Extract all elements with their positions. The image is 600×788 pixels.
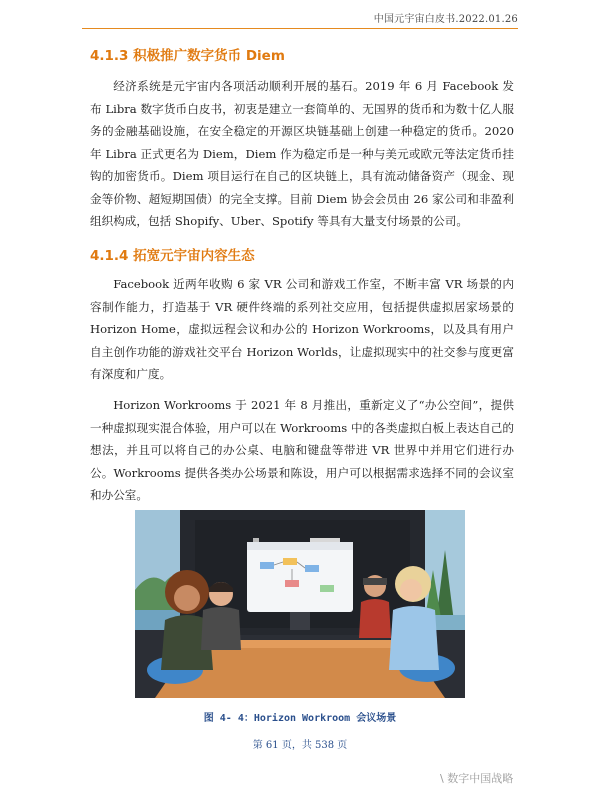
header-title: 中国元宇宙白皮书.2022.01.26 [373,14,518,25]
paragraph-workrooms: Horizon Workrooms 于 2021 年 8 月推出，重新定义了“办公空间”，提供一种虚拟现实混合体验，用户可以在 Workrooms 中的各类虚拟白板上表达自己的想法，并且可以将自己的办公桌、电脑和键盘等带进 VR 世界中并用它们进行办公。Workrooms 提供各类办公场景和陈设，用户可以根据需求选择不同的会议室和办公室。 [90,398,514,502]
page-number: 第 61 页，共 538 页 [252,740,348,751]
header-divider [82,28,518,29]
figure-caption: 图 4- 4：Horizon Workroom 会议场景 [203,713,397,724]
watermark: \ 数字中国战略 [440,772,514,785]
paragraph-facebook-vr: Facebook 近两年收购 6 家 VR 公司和游戏工作室，不断丰富 VR 场景的内容制作能力，打造基于 VR 硬件终端的系列社交应用，包括提供虚拟居家场景的 Horizon Home，虚拟远程会议和办公的 Horizon Workrooms，以及具有用户自主创作功能的游戏社交平台 Horizon Worlds，让虚拟现实中的社交参与度更富有深度和广度。 [90,277,514,381]
paragraph-diem: 经济系统是元宇宙内各项活动顺利开展的基石。2019 年 6 月 Facebook 发布 Libra 数字货币白皮书，初衷是建立一套简单的、无国界的货币和为数十亿人服务的金融基础设施，在安全稳定的开源区块链基础上创建一种稳定的货币。2020 年 Libra 正式更名为 Diem，Diem 作为稳定币是一种与美元或欧元等法定货币挂钩的加密货币。Diem 项目运行在自己的区块链上，具有流动储备资产（现金、现金等价物、超短期国债）的完全支撑。目前 Diem 协会会员由 26 家公司和非盈利组织构成，包括 Shopify、Uber、Spotify 等具有大量支付场景的公司。 [90,79,514,228]
section-heading-4-1-4: 4.1.4 拓宽元宇宙内容生态 [90,248,255,264]
workroom-figure [135,510,465,698]
section-heading-4-1-3: 4.1.3 积极推广数字货币 Diem [90,48,285,64]
vr-meeting-illustration-icon [135,510,465,698]
